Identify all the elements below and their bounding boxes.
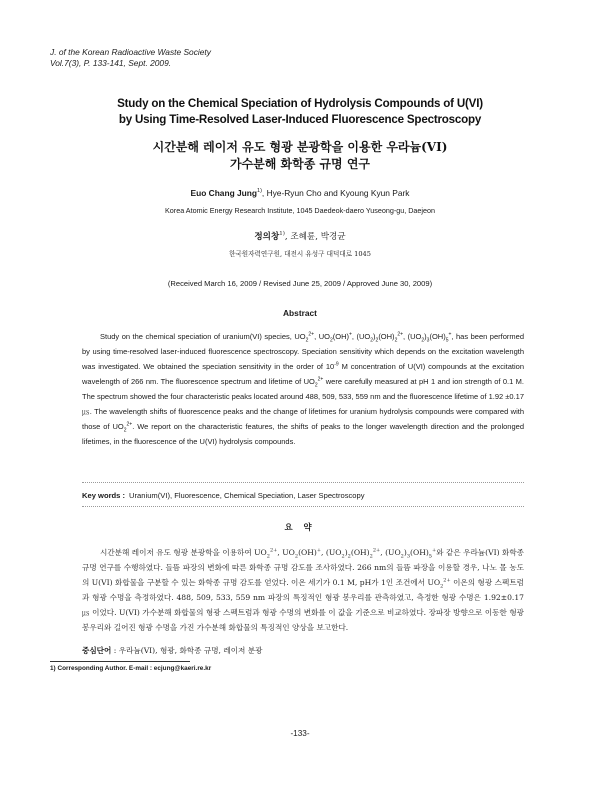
formula-subscript: 2: [329, 337, 333, 344]
formula-charge: 2+: [269, 547, 278, 554]
affiliation-english: Korea Atomic Energy Research Institute, 1045 Daedeok-daero Yuseong-gu, Daejeon: [165, 206, 435, 215]
corresponding-author-footnote: 1) Corresponding Author. E-mail : ecjung@kaeri.re.kr: [50, 665, 212, 672]
title-korean-line-2: 가수분해 화학종 규명 연구: [229, 157, 371, 171]
keywords-english: [82, 490, 524, 501]
abstract-text: . We report on the characteristic features, the shifts of peaks to the longer wavelength direction and the prolonged lifetimes, in the fluorescence of the U(VI) hydrolysis compounds.: [82, 422, 524, 446]
co-authors-korean: , 조혜륜, 박경균: [284, 232, 346, 242]
summary-text: 와 같은 우라늄(VI) 화학종 규명 연구를 수행하였다. 들뜸 파장의 변화에 따른 화학종 규명 감도를 조사하였다. 266 nm의 들뜸 파장을 이용할 경우, 나노 몰 농도의 U(VI) 화합물을 구분할 수 있는 화학종 규명 감도를 얻었다. 이온 세기가 0.1 M, pH가 1인 조건에서 UO: [82, 548, 525, 587]
formula-charge: 2+: [126, 421, 133, 428]
affiliation-korean: 한국원자력연구원, 대전시 유성구 대덕대로 1045: [229, 250, 371, 258]
co-authors: , Hye-Ryun Cho and Kyoung Kyun Park: [261, 188, 410, 198]
exponent: -9: [334, 361, 339, 368]
keywords-korean-label: 중심단어: [82, 646, 112, 655]
formula-subscript: 5: [445, 337, 449, 344]
abstract-body: [82, 329, 524, 449]
title-english-line-1: Study on the Chemical Speciation of Hydrolysis Compounds of U(VI): [117, 97, 483, 110]
abstract-text: (OH): [378, 332, 395, 341]
abstract-text: , (UO: [351, 332, 371, 341]
formula-charge: 2+: [308, 331, 315, 338]
formula-charge: +: [348, 331, 352, 338]
abstract-text: M concentration of U(VI) compounds at the excitation wavelength of 266 nm. The fluorescence spectrum and lifetime of UO: [82, 362, 524, 386]
formula-subscript: 2: [369, 553, 373, 560]
summary-heading: 요 약: [284, 522, 316, 532]
author-footnote-marker: 1): [257, 188, 262, 195]
journal-citation: [50, 47, 211, 69]
abstract-heading: Abstract: [283, 308, 317, 318]
formula-subscript: 2: [341, 553, 345, 560]
formula-subscript: 2: [440, 583, 444, 590]
keywords-korean: [82, 645, 524, 656]
summary-text: , (UO: [321, 548, 342, 557]
abstract-text: Study on the chemical speciation of uranium(VI) species, UO: [100, 332, 306, 341]
title-english: [60, 96, 540, 128]
authors-english: [60, 188, 540, 199]
authors-korean: [60, 231, 540, 243]
formula-subscript: 2: [266, 553, 270, 560]
keywords-korean-text: : 우라늄(VI), 형광, 화학종 규명, 레이저 분광: [111, 646, 263, 655]
summary-korean-body: [82, 545, 524, 635]
abstract-text: ): [424, 332, 427, 341]
abstract-text: ): [373, 332, 376, 341]
formula-charge: +: [316, 547, 322, 554]
formula-subscript: 5: [428, 553, 432, 560]
page-number: -133-: [290, 729, 310, 738]
formula-subscript: 2: [294, 553, 299, 560]
journal-name: J. of the Korean Radioactive Waste Society: [50, 47, 211, 57]
formula-charge: 2+: [397, 331, 404, 338]
corresponding-author-korean: 정의창: [254, 232, 280, 242]
formula-subscript: 2: [375, 337, 379, 344]
corresponding-author: Euo Chang Jung: [190, 188, 258, 198]
formula-charge: +: [448, 331, 452, 338]
formula-subscript: 2: [400, 553, 404, 560]
abstract-text: (OH): [429, 332, 446, 341]
formula-subscript: 2: [394, 337, 398, 344]
abstract-paragraph: [82, 329, 524, 449]
formula-subscript: 3: [406, 553, 411, 560]
formula-subscript: 2: [347, 553, 351, 560]
received-dates: (Received March 16, 2009 / Revised June 25, 2009 / Approved June 30, 2009): [167, 279, 433, 288]
summary-text: (OH): [410, 548, 429, 557]
formula-subscript: 3: [426, 337, 430, 344]
abstract-text: , has been performed by using time-resolved laser-induced fluorescence spectroscopy. Speciation sensitivity which depends on the excitation wavelength was investigated. We obtained the speciation sensitivity in the order of 10: [82, 332, 524, 371]
summary-text: ): [403, 548, 407, 557]
summary-text: (OH): [298, 548, 317, 557]
keywords-top-rule: [82, 482, 524, 483]
title-korean-line-1: 시간분해 레이저 유도 형광 분광학을 이용한 우라늄(VI): [152, 140, 448, 154]
formula-charge: 2+: [372, 547, 381, 554]
keywords-text: Uranium(VI), Fluorescence, Chemical Speciation, Laser Spectroscopy: [129, 491, 365, 500]
formula-subscript: 2: [305, 337, 309, 344]
summary-text: , UO: [277, 548, 295, 557]
formula-charge: 2+: [443, 577, 451, 584]
formula-charge: +: [431, 547, 437, 554]
summary-text: ): [344, 548, 348, 557]
abstract-text: were carefully measured at pH 1 and ion strength of 0.1 M. The spectrum showed the four characteristic peaks located around 488, 509, 533, 559 nm and the fluorescence lifetime of 1.92 ±0.17 ㎲. The wavelength shifts of fluorescence peaks and the change of lifetimes for uranium hydrolysis compounds were compared with those of UO: [82, 377, 525, 431]
formula-subscript: 2: [370, 337, 374, 344]
formula-subscript: 2: [123, 427, 127, 434]
formula-charge: 2+: [317, 376, 324, 383]
journal-volume: Vol.7(3), P. 133-141, Sept. 2009.: [50, 58, 172, 68]
title-korean: [60, 139, 540, 173]
summary-text: 시간분해 레이저 유도 형광 분광학을 이용하여 UO: [100, 548, 267, 557]
formula-subscript: 2: [314, 382, 318, 389]
author-footnote-marker-korean: 1): [279, 231, 285, 238]
footnote-rule: [50, 661, 190, 662]
abstract-text: , UO: [314, 332, 330, 341]
abstract-text: , (UO: [403, 332, 422, 341]
summary-text: (OH): [350, 548, 370, 557]
summary-text: 이온의 형광 스펙트럼과 형광 수명을 측정하였다. 488, 509, 533, 559 nm 파장의 특징적인 형광 봉우리를 관측하였고, 측정한 형광 수명은 1.92±0.17 ㎲ 이었다. U(VI) 가수분해 화합물의 형광 스펙트럼과 형광 수명의 변화를 이 값을 기준으로 비교하였다. 장파장 방향으로 이동한 형광 봉우리와 길어진 형광 수명을 가진 가수분해 화합물의 특징적인 양상을 보고한다.: [82, 578, 524, 632]
keywords-label: Key words :: [82, 491, 126, 500]
summary-text: , (UO: [380, 548, 401, 557]
title-english-line-2: by Using Time-Resolved Laser-Induced Fluorescence Spectroscopy: [118, 113, 482, 126]
formula-subscript: 2: [421, 337, 425, 344]
keywords-bottom-rule: [82, 506, 524, 507]
abstract-text: (OH): [332, 332, 349, 341]
summary-paragraph: [82, 545, 524, 635]
